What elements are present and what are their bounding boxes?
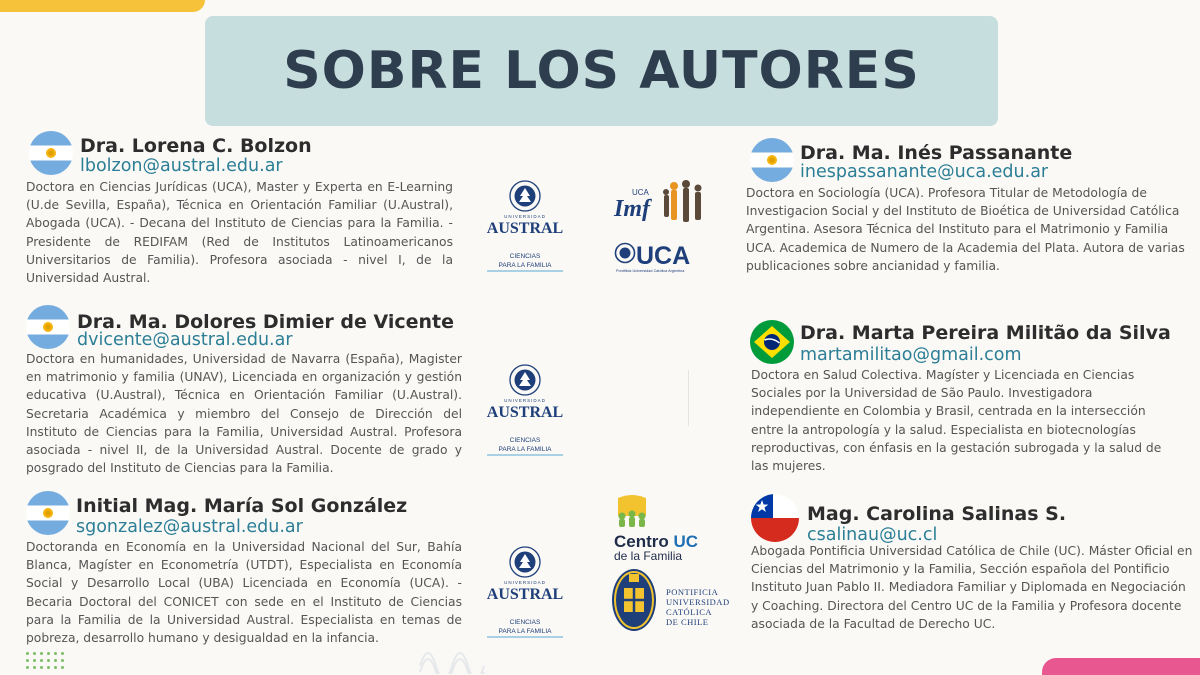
universidad-austral-logo: [485, 178, 565, 273]
svg-text:UCA: UCA: [632, 188, 649, 197]
svg-text:AUSTRAL: AUSTRAL: [486, 404, 564, 421]
author-name: Dra. Marta Pereira Militão da Silva: [800, 322, 1171, 344]
argentina-flag-icon: [26, 305, 70, 349]
svg-text:Centro UC: Centro UC: [614, 532, 699, 551]
author-name: Dra. Lorena C. Bolzon: [80, 135, 312, 157]
svg-text:UNIVERSIDAD: UNIVERSIDAD: [504, 580, 546, 585]
brazil-flag-icon: [750, 320, 794, 364]
svg-text:Imf: Imf: [614, 196, 650, 222]
centro-uc-familia-logo: [612, 494, 710, 564]
author-name: Mag. Carolina Salinas S.: [807, 503, 1067, 525]
argentina-flag-icon: [26, 491, 70, 535]
svg-text:PARA LA FAMILIA: PARA LA FAMILIA: [498, 628, 552, 635]
page-title: SOBRE LOS AUTORES: [283, 41, 920, 101]
author-name: Initial Mag. María Sol González: [76, 495, 408, 517]
svg-text:UNIVERSIDAD: UNIVERSIDAD: [504, 398, 546, 403]
svg-text:CATÓLICA: CATÓLICA: [666, 607, 713, 617]
svg-text:CIENCIAS: CIENCIAS: [509, 253, 541, 260]
author-email[interactable]: csalinau@uc.cl: [807, 525, 938, 545]
author-email[interactable]: inespassanante@uca.edu.ar: [800, 162, 1049, 182]
universidad-austral-logo: [485, 362, 565, 457]
svg-text:PARA LA FAMILIA: PARA LA FAMILIA: [498, 262, 552, 269]
author-name: Dra. Ma. Dolores Dimier de Vicente: [77, 311, 455, 333]
argentina-flag-icon: [29, 131, 73, 175]
svg-text:CIENCIAS: CIENCIAS: [509, 619, 541, 626]
author-bio: Doctora en Salud Colectiva. Magíster y Licenciada en Ciencias Sociales por la Universidad de São Paulo. Investigadora independiente en Colombia y Brasil, centrada en la intersección entre la antropología y la salud. Especialista en biotecnologías reproductivas, con énfasis en la gestación subrogada y la salud de las mujeres.: [751, 368, 1162, 474]
author-email[interactable]: martamilitao@gmail.com: [800, 345, 1022, 365]
dot-pattern-decoration: [24, 650, 68, 672]
author-bio: Doctora en Ciencias Jurídicas (UCA), Master y Experta en E-Learning (U.de Sevilla, España), Técnica en Orientación Familiar (U.Austral), Abogada (UCA). - Decana del Instituto de Ciencias para la Familia. - Presidente de REDIFAM (Red de Institutos Latinoamericanos Universitarios de Familia). Profesora asociada - nivel I, de la Universidad Austral.: [26, 180, 453, 286]
author-bio: Doctora en Sociología (UCA). Profesora Titular de Metodología de Investigacion Social y del Instituto de Bioética de Universidad Católica Argentina. Asesora Técnica del Instituto para el Matrimonio y Familia UCA. Academica de Numero de la Academia del Plata. Autora de varias publicaciones sobre ancianidad y familia.: [746, 186, 1185, 273]
imf-uca-logo: [612, 178, 708, 230]
svg-text:DE CHILE: DE CHILE: [666, 617, 709, 627]
svg-text:PARA LA FAMILIA: PARA LA FAMILIA: [498, 446, 552, 453]
svg-text:UNIVERSIDAD: UNIVERSIDAD: [504, 214, 546, 219]
svg-text:UCA: UCA: [636, 242, 691, 270]
svg-text:AUSTRAL: AUSTRAL: [486, 586, 564, 603]
title-banner: [205, 16, 998, 126]
svg-text:PONTIFICIA: PONTIFICIA: [666, 587, 719, 597]
chile-flag-icon: [751, 494, 799, 542]
author-bio: Doctora en humanidades, Universidad de Navarra (España), Magister en matrimonio y familia (UNAV), Licenciada en organización y gestión educativa (U.Austral), Técnica en Orientación Familiar (U.Austral). Secretaria Académica y miembro del Consejo de Dirección del Instituto de Ciencias para la Familia, Universidad Austral. Profesora asociada - nivel II, de la Universidad Austral. Docente de grado y posgrado del Instituto de Ciencias para la Familia.: [26, 352, 462, 476]
author-email[interactable]: dvicente@austral.edu.ar: [77, 330, 293, 350]
author-email[interactable]: lbolzon@austral.edu.ar: [80, 156, 283, 176]
universidad-austral-logo: [485, 544, 565, 639]
author-email[interactable]: sgonzalez@austral.edu.ar: [76, 517, 303, 537]
svg-text:Pontificia Universidad Católic: Pontificia Universidad Católica Argentina: [616, 269, 685, 273]
author-bio: Abogada Pontificia Universidad Católica de Chile (UC). Máster Oficial en Ciencias del Matrimonio y la Familia, Sección española del Pontificio Instituto Juan Pablo II. Mediadora Familiar y Diplomada en Negociación y Coaching. Directora del Centro UC de la Familia y Profesora docente asociada de la Facultad de Derecho UC.: [751, 544, 1193, 631]
top-accent-strip: [0, 0, 205, 12]
svg-text:AUSTRAL: AUSTRAL: [486, 220, 564, 237]
svg-text:CIENCIAS: CIENCIAS: [509, 437, 541, 444]
svg-text:UNIVERSIDAD: UNIVERSIDAD: [666, 597, 730, 607]
bottom-accent-strip: [1042, 658, 1200, 675]
svg-text:de la Familia: de la Familia: [614, 549, 683, 563]
author-bio: Doctoranda en Economía en la Universidad Nacional del Sur, Bahía Blanca, Magíster en Econometría (UTDT), Especialista en Economía Social y Desarrollo Local (UBA) Licenciada en Economía (UCA). - Becaria Doctoral del CONICET con sede en el Instituto de Ciencias para la Familia de la Universidad Austral. Especialista en temas de pobreza, desarrollo humano y desigualdad en la infancia.: [26, 540, 462, 646]
uca-logo: [614, 240, 700, 274]
puc-chile-logo: [610, 566, 734, 634]
placeholder-divider: [688, 370, 689, 426]
argentina-flag-icon: [750, 138, 794, 182]
author-name: Dra. Ma. Inés Passanante: [800, 142, 1073, 164]
